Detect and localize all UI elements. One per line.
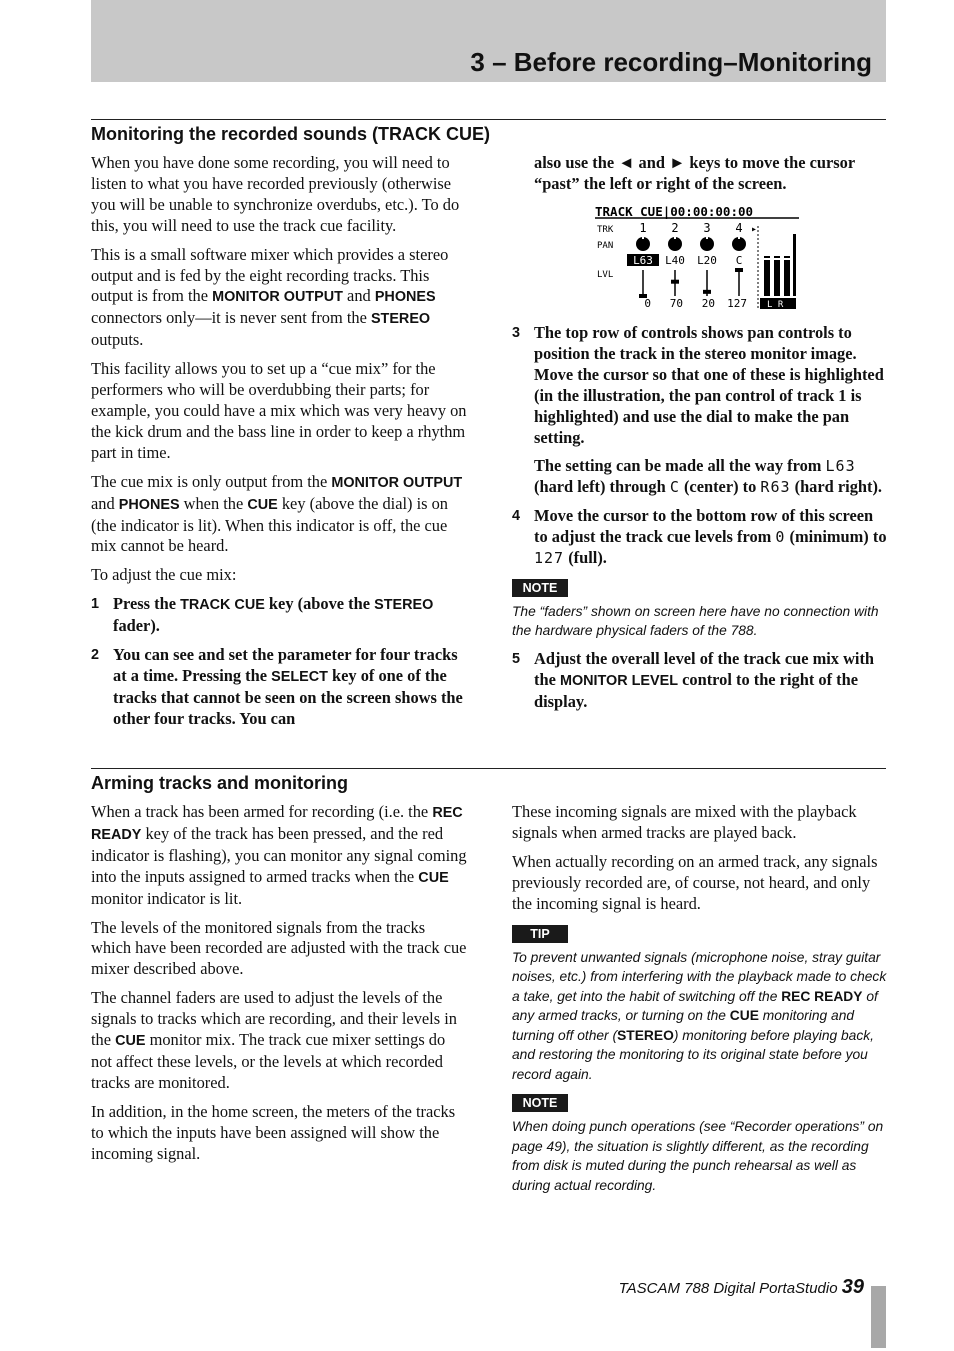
lcd-stereo-meter xyxy=(760,234,796,310)
page-number: 39 xyxy=(841,1276,864,1298)
lcd-track-number: 4 xyxy=(735,221,743,235)
paragraph: The cue mix is only output from the MONITOR OUTPUT and PHONES when the CUE key (above the dial) is on (the indicator is lit). When this indicator is off, the cue mix cannot be heard. xyxy=(91,471,463,556)
section-heading-arming: Arming tracks and monitoring xyxy=(91,773,349,793)
lcd-fader-cap xyxy=(671,280,679,284)
step-2-continued: also use the ◄ and ► keys to move the cursor “past” the left or right of the screen. xyxy=(534,153,855,193)
section2-left-column xyxy=(91,802,467,1173)
paragraph: When you have done some recording, you will need to listen to what you have recorded previously (otherwise you will be unable to synchronize overdubs, etc.). To do this, you will need to use the track cue facility. xyxy=(91,153,460,235)
note-text: When doing punch operations (see “Recorder operations” on page 49), the situation is slightly different, as the recording from disk is muted during the punch rehearsal as well as during actual recording. xyxy=(512,1119,884,1193)
section1-right-column-top xyxy=(512,153,888,195)
lcd-track-number: 1 xyxy=(639,221,647,235)
note-text: The “faders” shown on screen here have no connection with the hardware physical faders of the 788. xyxy=(512,603,879,639)
lcd-level-value: 127 xyxy=(727,297,747,310)
lcd-trk-label: TRK xyxy=(597,225,614,235)
paragraph: These incoming signals are mixed with the playback signals when armed tracks are played back. xyxy=(512,802,857,842)
lcd-pan-knob xyxy=(732,237,746,251)
lcd-level-value: 70 xyxy=(669,297,683,310)
lcd-level-value: 20 xyxy=(701,297,715,310)
page-footer: TASCAM 788 Digital PortaStudio 39 xyxy=(618,1276,864,1298)
step-5: 5 Adjust the overall level of the track cue mix with the MONITOR LEVEL control to the right of the display. xyxy=(512,648,875,711)
step-4: 4 Move the cursor to the bottom row of this screen to adjust the track cue levels from 0 (minimum) to 127 (full). xyxy=(512,506,887,568)
page-edge-tab xyxy=(871,1286,886,1348)
tip-text: To prevent unwanted signals (microphone noise, stray guitar noises, etc.) from interfering with the playback made to check a take, get into the habit of switching off the REC READY of any armed tracks, or turning on the CUE monitoring and turning off other (STEREO) monitoring before playing back, and restoring the monitoring to its original state before you record again. xyxy=(512,949,887,1082)
lcd-track-number: 3 xyxy=(703,221,711,235)
track-cue-lcd-screen xyxy=(593,204,803,310)
lcd-pan-value: C xyxy=(735,254,743,267)
section-rule xyxy=(91,119,886,120)
paragraph: This facility allows you to set up a “cue mix” for the performers who will be overdubbing their parts; for example, you could have a mix which was very heavy on the kick drum and the bass line in order to keep a rhythm part in time. xyxy=(91,359,467,462)
step-3-range: The setting can be made all the way from L63 (hard left) through C (center) to R63 (hard right). xyxy=(534,456,883,497)
lcd-fader-cap xyxy=(735,268,743,272)
tip-badge: TIP xyxy=(512,925,568,943)
lcd-pan-value: L20 xyxy=(697,254,717,267)
paragraph: When actually recording on an armed track, any signals previously recorded are, of course, not heard, and only the incoming signal is heard. xyxy=(512,851,878,913)
paragraph: When a track has been armed for recording (i.e. the REC READY key of the track has been pressed, and the red indicator is flashing), you can monitor any signal coming into the inputs assigned to armed tracks when the CUE monitor indicator is lit. xyxy=(91,802,467,908)
lcd-meter-labels: L R xyxy=(767,300,784,310)
section1-left-column xyxy=(91,153,467,738)
section-rule xyxy=(91,768,886,769)
step-2: 2 You can see and set the parameter for four tracks at a time. Pressing the SELECT key of one of the tracks that cannot be seen on the screen shows the other four tracks. You can xyxy=(91,645,463,728)
section1-right-column xyxy=(512,323,888,721)
note-badge: NOTE xyxy=(512,579,568,597)
lcd-pan-knob xyxy=(668,237,682,251)
lcd-title: TRACK CUE|00:00:00:00 xyxy=(595,204,754,219)
section-heading-track-cue: Monitoring the recorded sounds (TRACK CUE) xyxy=(91,124,490,144)
paragraph: The channel faders are used to adjust the levels of the signals to tracks which are recording, and their levels in the CUE monitor mix. The track cue mixer settings do not affect these levels, or the levels at which recorded tracks are monitored. xyxy=(91,988,457,1092)
paragraph: To adjust the cue mix: xyxy=(91,565,237,585)
step-3: 3 The top row of controls shows pan controls to position the track in the stereo monitor image. Move the cursor so that one of these is highlighted (in the illustration, the pan control of track 1 is highlighted) and use the dial to make the pan setting. xyxy=(512,323,884,447)
lcd-track-number: 2 xyxy=(671,221,679,235)
lcd-pan-knob xyxy=(636,237,650,251)
lcd-pan-indicator xyxy=(738,235,740,239)
paragraph: The levels of the monitored signals from the tracks which have been recorded are adjusted with the track cue mixer described above. xyxy=(91,917,467,979)
lcd-pan-indicator xyxy=(642,235,644,239)
lcd-pan-label: PAN xyxy=(597,241,614,251)
note-badge: NOTE xyxy=(512,1094,568,1112)
chapter-title: 3 – Before recording–Monitoring xyxy=(470,47,872,77)
section2-right-column xyxy=(512,802,888,1203)
lcd-lvl-label: LVL xyxy=(597,270,614,280)
lcd-pan-value: L63 xyxy=(633,254,653,267)
lcd-level-value: 0 xyxy=(644,297,651,310)
paragraph: This is a small software mixer which provides a stereo output and is fed by the eight recording tracks. This output is from the MONITOR OUTPUT and PHONES connectors only—it is never sent from the STEREO outputs. xyxy=(91,244,449,350)
lcd-pan-knob xyxy=(700,237,714,251)
lcd-pan-indicator xyxy=(674,235,676,239)
lcd-pan-indicator xyxy=(706,235,708,239)
step-1: 1 Press the TRACK CUE key (above the STEREO fader). xyxy=(91,594,434,636)
paragraph: In addition, in the home screen, the meters of the tracks to which the inputs have been assigned will show the incoming signal. xyxy=(91,1101,456,1163)
lcd-arrow: ▸ xyxy=(751,224,758,235)
lcd-pan-value: L40 xyxy=(665,254,685,267)
lcd-fader-cap xyxy=(703,290,711,294)
